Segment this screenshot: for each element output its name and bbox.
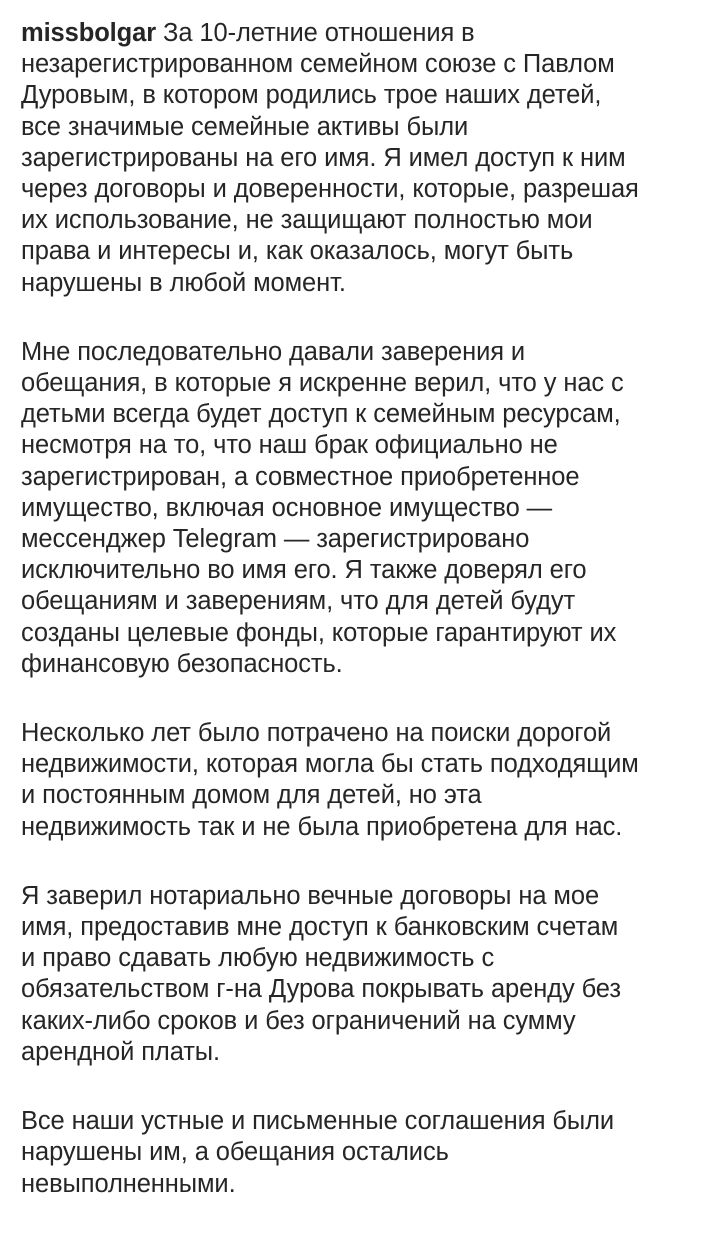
caption-line: финансовую безопасность. — [21, 649, 343, 678]
caption-line: невыполненными. — [21, 1169, 236, 1198]
post-caption — [21, 18, 711, 1238]
caption-line: исключительно во имя его. Я также доверял его — [21, 556, 587, 585]
caption-line: нарушены в любой момент. — [21, 268, 346, 297]
caption-line: арендной платы. — [21, 1037, 221, 1066]
caption-paragraph-5 — [21, 1106, 711, 1200]
caption-line: Дуровым, в котором родились трое наших детей, — [21, 81, 602, 110]
caption-line: обязательством г-на Дурова покрывать аренду без — [21, 975, 621, 1004]
caption-line: мессенджер Telegram — зарегистрировано — [21, 525, 530, 554]
caption-line: недвижимости, которая могла бы стать подходящим — [21, 750, 639, 779]
caption-line: обещания, в которые я искренне верил, что у нас с — [21, 369, 624, 398]
caption-line: незарегистрированном семейном союзе с Павлом — [21, 50, 615, 79]
caption-line: через договоры и доверенности, которые, разрешая — [21, 175, 639, 204]
caption-line — [21, 18, 711, 49]
caption-line: права и интересы и, как оказалось, могут быть — [21, 237, 574, 266]
caption-text: За 10-летние отношения в — [156, 19, 475, 47]
caption-line: зарегистрированы на его имя. Я имел доступ к ним — [21, 143, 626, 172]
caption-line: обещаниям и заверениям, что для детей будут — [21, 587, 576, 616]
caption-line: Все наши устные и письменные соглашения были — [21, 1107, 615, 1136]
caption-line: и право сдавать любую недвижимость с — [21, 944, 495, 973]
caption-line: зарегистрирован, а совместное приобретенное — [21, 462, 580, 491]
caption-line: и постоянным домом для детей, но эта — [21, 781, 482, 810]
caption-line: нарушены им, а обещания остались — [21, 1138, 449, 1167]
caption-line: все значимые семейные активы были — [21, 112, 469, 141]
caption-line: созданы целевые фонды, которые гарантируют их — [21, 618, 617, 647]
caption-line: каких-либо сроков и без ограничений на сумму — [21, 1006, 576, 1035]
username-link[interactable]: missbolgar — [21, 19, 157, 47]
caption-paragraph-2 — [21, 337, 711, 680]
caption-line: недвижимость так и не была приобретена для нас. — [21, 812, 623, 841]
caption-line: их использование, не защищают полностью мои — [21, 206, 593, 235]
caption-line: детьми всегда будет доступ к семейным ресурсам, — [21, 400, 621, 429]
caption-line: Мне последовательно давали заверения и — [21, 337, 526, 366]
caption-line: Несколько лет было потрачено на поиски дорогой — [21, 719, 612, 748]
caption-line: несмотря на то, что наш брак официально не — [21, 431, 558, 460]
caption-paragraph-3 — [21, 718, 711, 843]
caption-line: имущество, включая основное имущество — — [21, 493, 553, 522]
caption-line: имя, предоставив мне доступ к банковским счетам — [21, 913, 619, 942]
caption-paragraph-4 — [21, 881, 711, 1068]
caption-line: Я заверил нотариально вечные договоры на мое — [21, 881, 600, 910]
caption-paragraph-1 — [21, 18, 711, 299]
